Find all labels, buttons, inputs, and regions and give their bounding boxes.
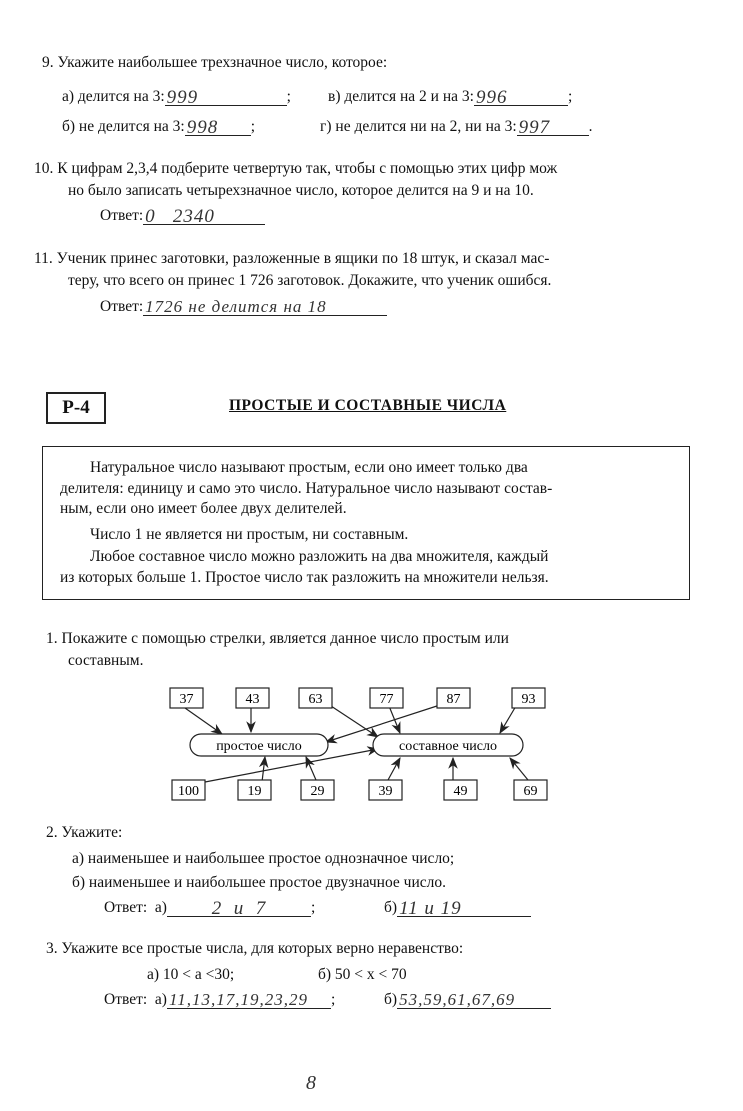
def-p3-line1: Любое составное число можно разложить на два множителя, каждый	[90, 548, 549, 565]
q9-b-label: б) не делится на 3:	[62, 118, 185, 135]
q9-v-answer: 996	[474, 87, 568, 106]
task3-cond-b: б) 50 < x < 70	[318, 966, 407, 983]
q9-v-label: в) делится на 2 и на 3:	[328, 88, 474, 105]
task3-a-answer: 11,13,17,19,23,29	[167, 990, 331, 1009]
top-number: 43	[245, 692, 260, 707]
answer-label: Ответ:	[100, 298, 144, 315]
task2-a-prefix: а)	[154, 899, 167, 916]
q11-answer-value: 1726 не делится на 18	[143, 297, 387, 316]
top-number: 63	[308, 692, 323, 707]
arrow-29	[306, 757, 316, 780]
task3-a-prefix: а)	[154, 991, 167, 1008]
bottom-number: 19	[247, 784, 262, 799]
q9-text: 9. Укажите наибольшее трехзначное число, которое:	[42, 54, 388, 71]
task2-b-answer: 11 и 19	[397, 898, 531, 917]
task3-answer: Ответ: а) 11,13,17,19,23,29 ;	[104, 990, 336, 1009]
top-number: 87	[446, 692, 461, 707]
task2-a: а) наименьшее и наибольшее простое однозначное число;	[72, 850, 455, 867]
q9-b-answer: 998	[185, 117, 251, 136]
q9-g: г) не делится ни на 2, ни на 3: 997 .	[320, 117, 593, 138]
task3-b-answer-wrap	[384, 990, 551, 1009]
q10-line2: но было записать четырехзначное число, которое делится на 9 и на 10.	[68, 182, 534, 199]
task2-a-answer: 2 и 7	[167, 898, 311, 917]
def-p3-line2: из которых больше 1. Простое число так разложить на множители нельзя.	[60, 569, 549, 586]
arrow-37	[185, 708, 222, 734]
task3-b-prefix: б)	[384, 991, 398, 1008]
arrow-39	[388, 758, 400, 780]
q11-line2: теру, что всего он принес 1 726 заготовок. Докажите, что ученик ошибся.	[68, 272, 552, 289]
task2-text: 2. Укажите:	[46, 824, 123, 841]
task2-b-prefix: б)	[384, 899, 398, 916]
bottom-number: 29	[310, 784, 325, 799]
answer-label: Ответ:	[104, 991, 148, 1008]
arrow-93	[500, 706, 516, 733]
def-p1-line3: ным, если оно имеет более двух делителей.	[60, 500, 347, 517]
top-number: 93	[521, 692, 536, 707]
page-number: 8	[306, 1072, 317, 1094]
composite-label: составное число	[399, 739, 497, 754]
q9-a-answer: 999	[165, 87, 287, 106]
q9-g-answer: 997	[517, 117, 589, 136]
task3-text: 3. Укажите все простые числа, для которых верно неравенство:	[46, 940, 464, 957]
top-number: 77	[379, 692, 394, 707]
section-badge: Р-4	[46, 392, 106, 424]
task2-b: б) наименьшее и наибольшее простое двузначное число.	[72, 874, 446, 891]
task2-b-answer-wrap	[384, 898, 531, 917]
q9-v: в) делится на 2 и на 3: 996 ;	[328, 87, 573, 108]
q9-b: б) не делится на 3: 998 ;	[62, 117, 256, 138]
q11-line1: 11. Ученик принес заготовки, разложенные в ящики по 18 штук, и сказал мас-	[34, 250, 550, 267]
arrow-19	[262, 757, 265, 782]
answer-label: Ответ:	[100, 207, 144, 224]
answer-label: Ответ:	[104, 899, 148, 916]
def-p2: Число 1 не является ни простым, ни составным.	[90, 526, 409, 543]
bottom-number: 69	[523, 784, 538, 799]
task3-b-answer: 53,59,61,67,69	[397, 990, 551, 1009]
def-p1-line2: делителя: единицу и само это число. Натуральное число называют состав-	[60, 480, 553, 497]
task2-answer: Ответ: а) 2 и 7 ;	[104, 898, 316, 919]
bottom-number: 49	[453, 784, 468, 799]
section-title: ПРОСТЫЕ И СОСТАВНЫЕ ЧИСЛА	[229, 397, 507, 414]
task3-cond-a: а) 10 < a <30;	[147, 966, 235, 983]
bottom-number: 39	[378, 784, 393, 799]
q10-answer-value: 0 2340	[143, 206, 265, 225]
def-p1-line1: Натуральное число называют простым, если оно имеет только два	[90, 459, 528, 476]
top-number: 37	[179, 692, 194, 707]
arrow-69	[510, 758, 528, 780]
task1-line2: составным.	[68, 652, 144, 669]
q9-a-label: а) делится на 3:	[62, 88, 165, 105]
q9-a: а) делится на 3: 999 ;	[62, 87, 291, 108]
task1-line1: 1. Покажите с помощью стрелки, является данное число простым или	[46, 630, 509, 647]
bottom-number: 100	[178, 784, 199, 799]
prime-label: простое число	[216, 739, 302, 754]
q9-g-label: г) не делится ни на 2, ни на 3:	[320, 118, 517, 135]
q10-line1: 10. К цифрам 2,3,4 подберите четвертую так, чтобы с помощью этих цифр мож	[34, 160, 558, 177]
